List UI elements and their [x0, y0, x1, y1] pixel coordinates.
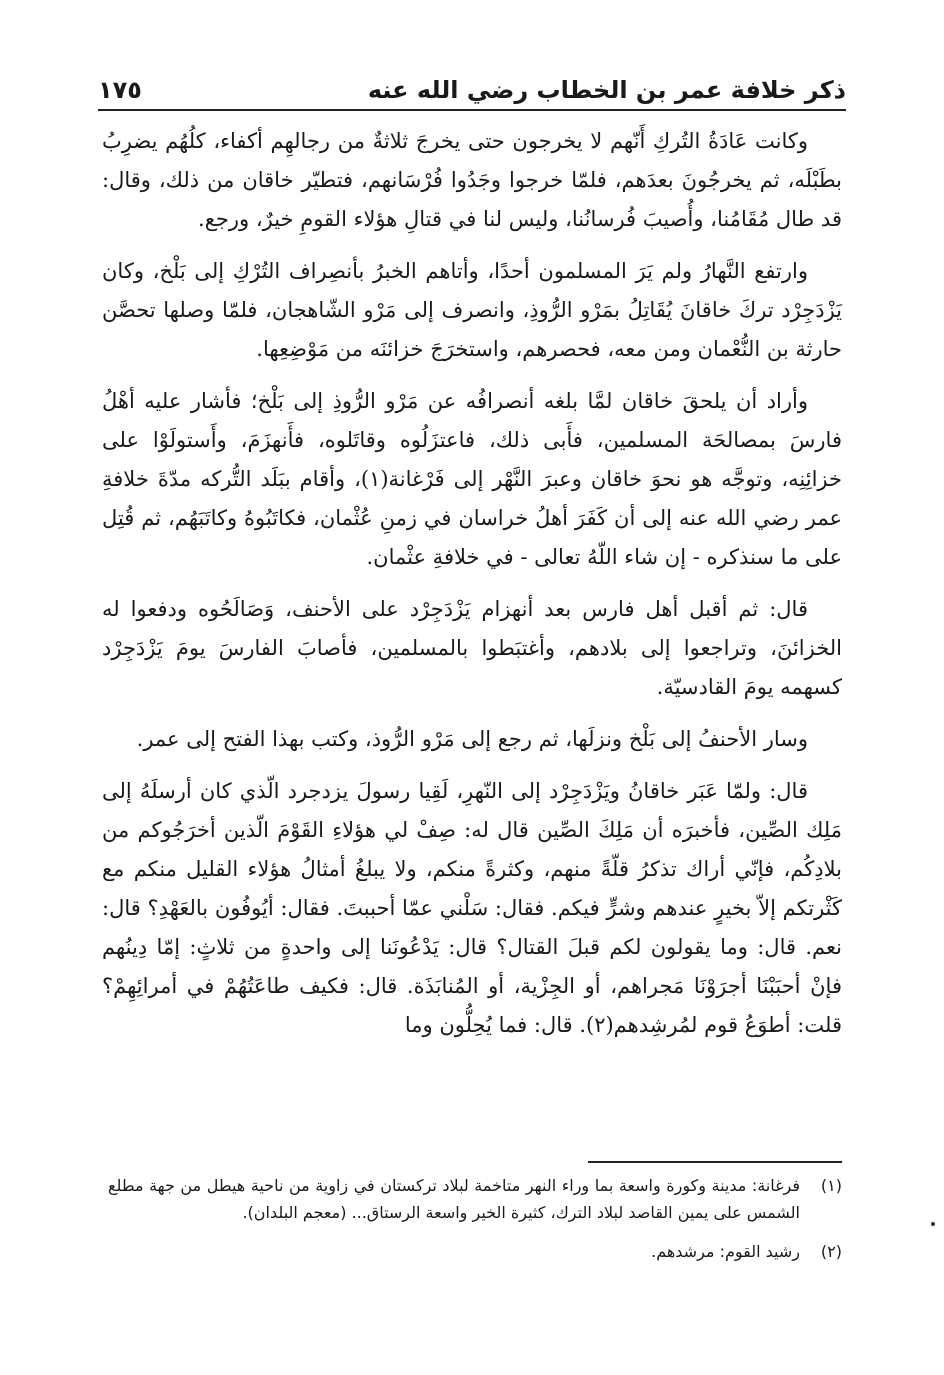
chapter-title: ذكر خلافة عمر بن الخطاب رضي الله عنه: [367, 76, 846, 104]
footnotes: [108, 1172, 842, 1277]
footnote-marker: (٢): [820, 1242, 842, 1261]
footnote-text: رشيد القوم: مرشدهم.: [651, 1242, 800, 1261]
footnote: [108, 1172, 842, 1226]
footnote: [108, 1238, 842, 1265]
paragraph: وارتفع النَّهارُ ولم يَرَ المسلمون أحدًا، وأتاهم الخبرُ بأنصِراف التُرْكِ إلى بَلْخ، وكان يَزْدَجِرْد تركَ خاقانَ يُقَاتِلُ بمَرْو الرُّوذِ، وانصرف إلى مَرْو الشّاهجان، فلمّا وصلها تحصَّن حارثة بن النُّعْمان ومن معه، فحصرهم، واستخرَجَ خزائنَه من مَوْضِعِها.: [102, 259, 842, 361]
paragraph: وأراد أن يلحقَ خاقان لمَّا بلغه أنصرافُه عن مَرْو الرُّوذِ إلى بَلْخ؛ فأشار عليه أهْلُ فارسَ بمصالحَة المسلمين، فأَبى ذلك، فاعتزَلُوه وقاتَلوه، فأَنهزَمَ، وأَستولَوْا على خزائِنِه، وتوجَّه هو نحوَ خاقان وعبرَ النَّهْر إلى فَرْغانة(١)، وأقام ببَلَد التُّركه مدّةَ خلافةِ عمر رضي الله عنه إلى أن كَفَرَ أهلُ خراسان في زمنِ عُثْمان، فكاتَبُوهُ وكاتَبَهُم، ثم قُتِل على ما سنذكره - إن شاء اللّهُ تعالى - في خلافةِ عثْمان.: [102, 389, 842, 569]
running-header: [98, 64, 846, 104]
paragraph: وسار الأحنفُ إلى بَلْخ ونزلَها، ثم رجع إلى مَرْو الرُّوذ، وكتب بهذا الفتح إلى عمر.: [136, 727, 808, 751]
paragraph: وكانت عَادَةُ التُركِ أَنّهم لا يخرجون حتى يخرجَ ثلاثةٌ من رجالهِم أكفاء، كلُهُم يضرِبُ بطَبْلَه، ثم يخرجُونَ بعدَهم، فلمّا خرجوا وجَدُوا فُرْسَانهم، فتطيّر خاقان من ذلك، وقال: قد طال مُقَامُنا، وأُصيبَ فُرسانُنا، وليس لنا في قتالِ هؤلاء القومِ خيرٌ، ورجع.: [102, 129, 842, 231]
page-number: ١٧٥: [98, 76, 142, 104]
footnote-rule: [588, 1161, 842, 1163]
paragraph: قال: ولمّا عَبَر خاقانُ ويَزْدَجِرْد إلى النّهرِ، لَقِيا رسولَ يزدجرد الّذي كان أرسلَهُ إلى مَلِك الصِّين، فأخبرَه أن مَلِكَ الصِّين قال له: صِفْ لي هؤلاءِ القَوْمَ الّذين أخرَجُوكم من بلادِكُم، فإنّي أراك تذكرُ قلّةً منهم، وكثرةً منكم، ولا يبلغُ أمثالُ هؤلاء القليل منكم مع كَثْرتكم إلاّ بخيرٍ عندهم وشرٍّ فيكم. فقال: سَلْني عمّا أحببتَ. فقال: أيُوفُون بالعَهْدِ؟ قال: نعم. قال: وما يقولون لكم قبلَ القتال؟ قال: يَدْعُونَنا إلى واحدةٍ من ثلاثٍ: إمّا دِينُهم فإنْ أحبَبْنَا أجرَوْنَا مَجراهم، أو الجِزْية، أو المُنابَذَة. قال: فكيف طاعَتُهُمْ في أمرائِهِمْ؟ قلت: أطوَعُ قوم لمُرشِدهم(٢). قال: فما يُحِلُّون وما: [102, 779, 842, 1037]
scan-speck: [931, 1222, 935, 1226]
main-text: [102, 122, 842, 1058]
footnote-text: فرغانة: مدينة وكورة واسعة بما وراء النهر متاخمة لبلاد تركستان في زاوية من ناحية هيطل من جهة مطلع الشمس على يمين القاصد لبلاد الترك، كثيرة الخير واسعة الرستاق... (معجم البلدان).: [108, 1176, 800, 1222]
footnote-marker: (١): [820, 1176, 842, 1195]
paragraph: قال: ثم أقبل أهل فارس بعد أنهزام يَزْدَجِرْد على الأحنف، وَصَالَحُوه ودفعوا له الخزائنَ، وتراجعوا إلى بلادهم، وأغتبَطوا بالمسلمين، فأصابَ الفارسَ يومَ يَزْدَجِرْد كسهمه يومَ القادسيّة.: [102, 597, 842, 699]
header-rule: [98, 109, 846, 111]
